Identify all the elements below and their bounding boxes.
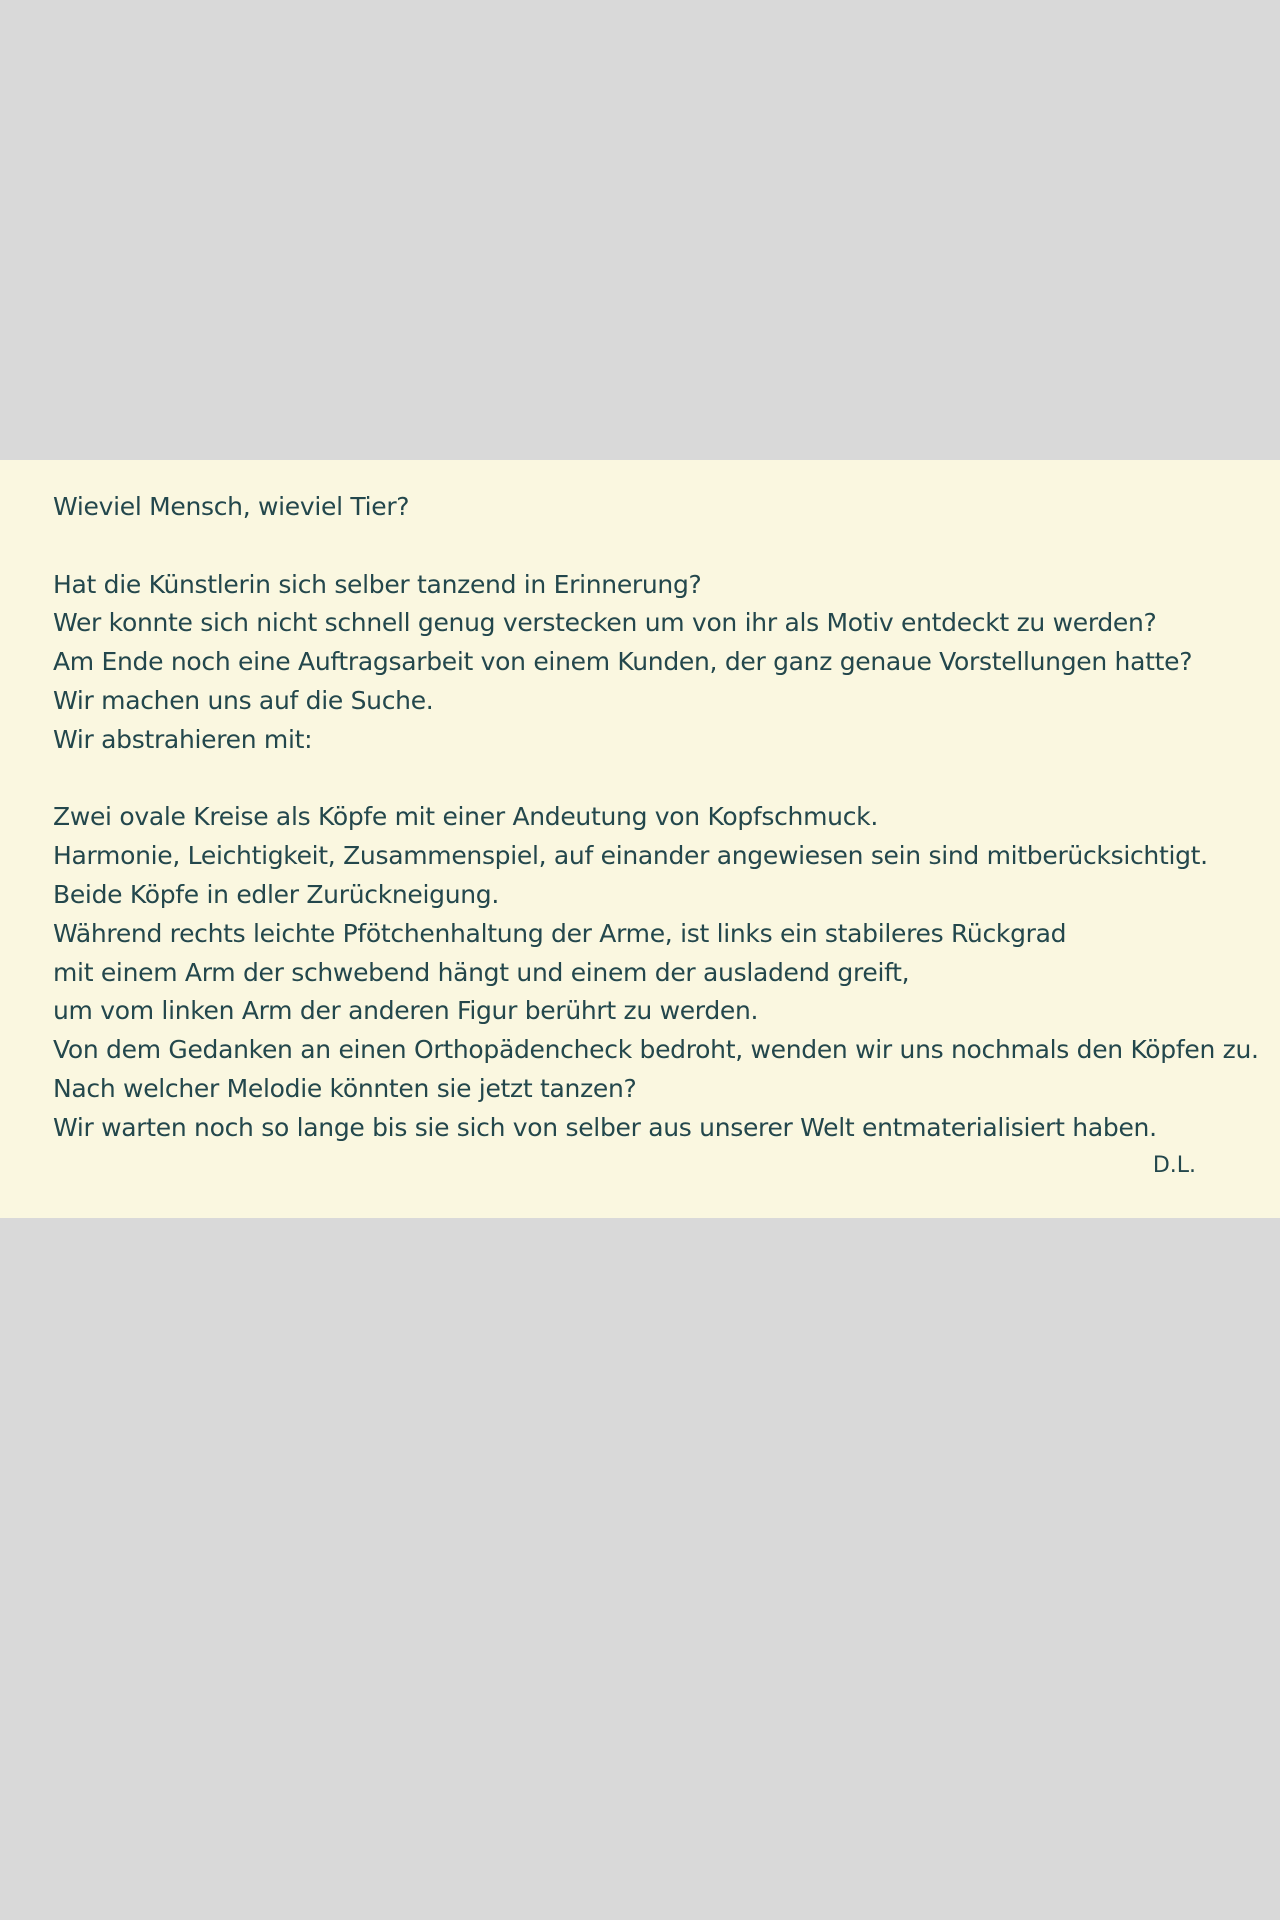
blank-line — [53, 527, 1240, 566]
text-line: Nach welcher Melodie könnten sie jetzt tanzen? — [53, 1073, 637, 1103]
heading-question: Wieviel Mensch, wieviel Tier? — [53, 492, 410, 521]
text-line: Hat die Künstlerin sich selber tanzend in Erinnerung? — [53, 569, 702, 599]
text-line: Harmonie, Leichtigkeit, Zusammenspiel, auf einander angewiesen sein sind mitberücksichtigt. — [53, 841, 1208, 871]
text-line: Wir machen uns auf die Suche. — [53, 685, 434, 715]
text-line: mit einem Arm der schwebend hängt und einem der ausladend greift, — [53, 957, 910, 987]
text-line: um vom linken Arm der anderen Figur berührt zu werden. — [53, 996, 759, 1026]
author-signature: D.L. — [1152, 1152, 1196, 1178]
text-line: Zwei ovale Kreise als Köpfe mit einer Andeutung von Kopfschmuck. — [53, 802, 878, 832]
text-line: Von dem Gedanken an einen Orthopädencheck bedroht, wenden wir uns nochmals den Köpfen zu. — [53, 1035, 1259, 1065]
text-line: Während rechts leichte Pfötchenhaltung der Arme, ist links ein stabileres Rückgrad — [53, 918, 1067, 948]
text-line: Beide Köpfe in edler Zurückneigung. — [53, 879, 500, 909]
text-line: Am Ende noch eine Auftragsarbeit von einem Kunden, der ganz genaue Vorstellungen hatte? — [53, 647, 1193, 677]
text-card — [0, 460, 1280, 1218]
blank-line — [53, 760, 1240, 799]
text-line: Wer konnte sich nicht schnell genug verstecken um von ihr als Motiv entdeckt zu werden? — [53, 608, 1157, 638]
text-line: Wir abstrahieren mit: — [53, 724, 313, 754]
text-line: Wir warten noch so lange bis sie sich von selber aus unserer Welt entmaterialisiert haben. — [53, 1112, 1157, 1142]
